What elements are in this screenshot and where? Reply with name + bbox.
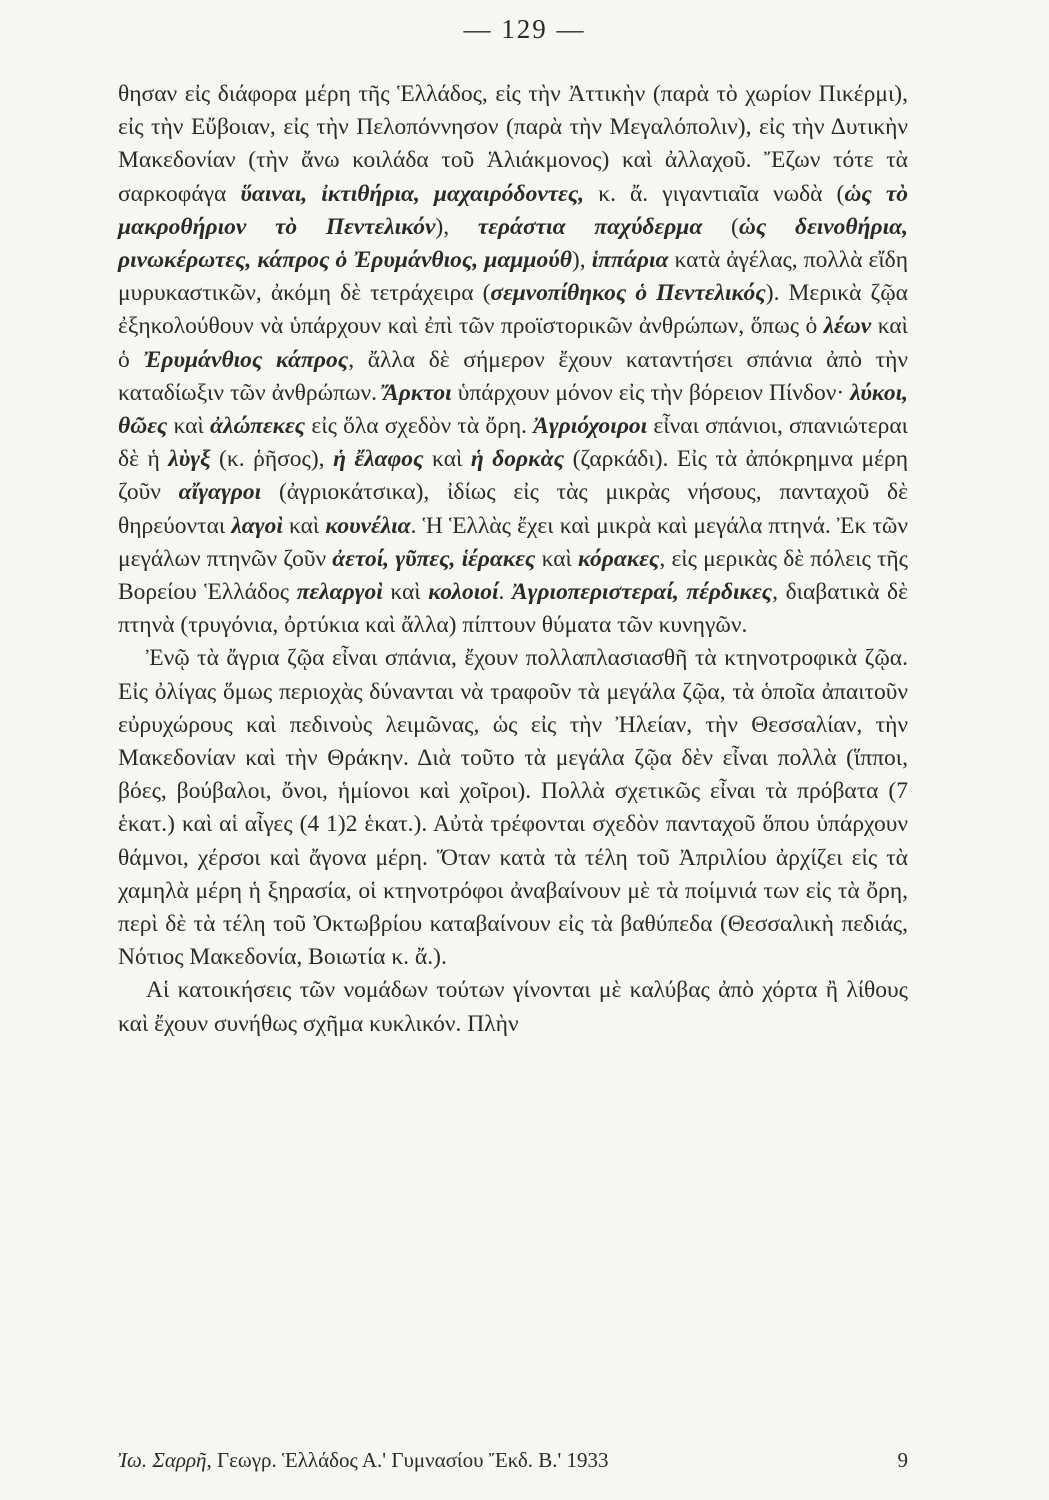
text-run: ), xyxy=(435,213,478,240)
text-run: ( xyxy=(702,213,739,240)
emphasized-term: ἀετοί, γῦπες, ἱέρακες xyxy=(332,545,536,572)
emphasized-term: ὡς δεινοθήρια, ρινωκέρωτες, κάπρος ὁ Ἐρυμάνθιος, μαμμούθ xyxy=(118,213,909,274)
paragraph-1 xyxy=(118,78,908,642)
text-run: . xyxy=(498,579,512,606)
text-run: ), xyxy=(571,247,592,274)
text-run: (κ. ῥῆσος), xyxy=(210,446,334,473)
text-run: (ζαρκάδι). Εἰς τὰ ἀπόκρημνα μέρη ζοῦν xyxy=(118,446,909,506)
text-run: (ἀγριοκάτσικα), ἰδίως εἰς τὰς μικρὰς νήσους, πανταχοῦ δὲ θηρεύονται xyxy=(118,479,908,539)
footer-author: Ἰω. Σαρρῆ xyxy=(118,1448,207,1472)
emphasized-term: λύκοι, θῶες xyxy=(118,379,908,440)
emphasized-term: λὺγξ xyxy=(168,446,211,473)
text-run: κατὰ ἀγέλας, πολλὰ εἴδη μυρυκαστικῶν, ἀκόμη δὲ τετράχειρα ( xyxy=(118,247,908,307)
text-run: ὑπάρχουν μόνον εἰς τὴν βόρειον Πίνδον· xyxy=(451,379,851,406)
text-run: καὶ xyxy=(167,413,211,440)
emphasized-term: ὡς τὸ μακροθήριον τὸ Πεντελικόν xyxy=(118,180,908,240)
emphasized-term: ἡ δορκὰς xyxy=(470,446,565,473)
text-run: . Ἡ Ἑλλὰς ἔχει καὶ μικρὰ καὶ μεγάλα πτηνά. Ἐκ τῶν μεγάλων πτηνῶν ζοῦν xyxy=(118,512,908,572)
emphasized-term: κολοιοί xyxy=(428,579,499,606)
emphasized-term: Ἄρκτοι xyxy=(383,379,452,406)
page-number: — 129 — xyxy=(463,14,586,44)
page-footer xyxy=(118,1448,908,1473)
emphasized-term: Ἐρυμάνθιος κάπρος xyxy=(143,346,349,373)
emphasized-term: Ἀγριοπεριστεραί, πέρδικες xyxy=(511,579,773,606)
text-run: ). Μερικὰ ζῷα ἐξηκολούθουν νὰ ὑπάρχουν καὶ ἐπὶ τῶν προϊστορικῶν ἀνθρώπων, ὅπως ὁ xyxy=(118,280,908,340)
signature-number: 9 xyxy=(897,1448,908,1472)
emphasized-term: Ἀγριόχοιροι xyxy=(533,413,648,440)
paragraph-3 xyxy=(118,974,908,1040)
emphasized-term: ἱππάρια xyxy=(591,247,669,274)
text-run: , εἰς μερικὰς δὲ πόλεις τῆς Βορείου Ἑλλάδος xyxy=(118,545,908,606)
text-run: κ. ἄ. γιγαντιαῖα νωδὰ ( xyxy=(584,180,845,207)
text-run: Αἱ κατοικήσεις τῶν νομάδων τούτων γίνονται μὲ καλύβας ἀπὸ χόρτα ἢ λίθους καὶ ἔχουν συνήθως σχῆμα κυκλικόν. Πλὴν xyxy=(118,977,908,1037)
body-text xyxy=(118,78,908,1041)
text-run: καὶ xyxy=(382,579,429,606)
emphasized-term: πελαργοὶ xyxy=(296,579,383,606)
text-run: καὶ xyxy=(423,446,471,473)
emphasized-term: σεμνοπίθηκος ὁ Πεντελικός xyxy=(490,280,766,307)
emphasized-term: λέων xyxy=(823,313,872,340)
footer-citation xyxy=(118,1448,609,1473)
footer-book: , Γεωγρ. Ἑλλάδος Α.' Γυμνασίου Ἔκδ. Β.' 1933 xyxy=(206,1448,609,1472)
text-run: εἰς ὅλα σχεδὸν τὰ ὄρη. xyxy=(305,413,534,440)
text-run: καὶ ὁ xyxy=(118,313,908,373)
text-run: , διαβατικὰ δὲ πτηνὰ (τρυγόνια, ὀρτύκια καὶ ἄλλα) πίπτουν θύματα τῶν κυνηγῶν. xyxy=(118,579,908,639)
emphasized-term: τεράστια παχύδερμα xyxy=(477,213,703,240)
emphasized-term: ἡ ἔλαφος xyxy=(333,446,424,473)
text-run: καὶ xyxy=(535,545,578,572)
emphasized-term: αἴγαγροι xyxy=(178,479,262,506)
emphasized-term: κουνέλια xyxy=(325,512,411,539)
text-run: Ἐνῷ τὰ ἄγρια ζῷα εἶναι σπάνια, ἔχουν πολλαπλασιασθῆ τὰ κτηνοτροφικὰ ζῷα. Εἰς ὀλίγας ὅμως περιοχὰς δύνανται νὰ τραφοῦν τὰ μεγάλα ζῷα, τὰ ὁποῖα ἀπαιτοῦν εὐρυχώρους καὶ πεδινοὺς λειμῶνας, ὡς εἰς τὴν Ἠλείαν, τὴν Θεσσαλίαν, τὴν Μακεδονίαν καὶ τὴν Θράκην. Διὰ τοῦτο τὰ μεγάλα ζῷα δὲν εἶναι πολλὰ (ἵπποι, βόες, βούβαλοι, ὄνοι, ἡμίονοι καὶ χοῖροι). Πολλὰ σχετικῶς εἶναι τὰ πρόβατα (7 ἑκατ.) καὶ αἱ αἶγες (4 1)2 ἑκατ.). Αὐτὰ τρέφονται σχεδὸν πανταχοῦ ὅπου ὑπάρχουν θάμνοι, χέρσοι καὶ ἄγονα μέρη. Ὅταν κατὰ τὰ τέλη τοῦ Ἀπριλίου ἀρχίζει εἰς τὰ χαμηλὰ μέρη ἡ ξηρασία, οἱ κτηνοτρόφοι ἀναβαίνουν μὲ τὰ ποίμνιά των εἰς τὰ ὄρη, περὶ δὲ τὰ τέλη τοῦ Ὀκτωβρίου καταβαίνουν εἰς τὰ βαθύπεδα (Θεσσαλικὴ πεδιάς, Νότιος Μακεδονία, Βοιωτία κ. ἄ.). xyxy=(118,645,908,971)
text-run: καὶ xyxy=(282,512,326,539)
text-run: , ἄλλα δὲ σήμερον ἔχουν καταντήσει σπάνια ἀπὸ τὴν καταδίωξιν τῶν ἀνθρώπων. xyxy=(118,346,909,406)
emphasized-term: κόρακες xyxy=(577,545,660,572)
text-run: θησαν εἰς διάφορα μέρη τῆς Ἑλλάδος, εἰς τὴν Ἀττικὴν (παρὰ τὸ χωρίον Πικέρμι), εἰς τὴν Εὔβοιαν, εἰς τὴν Πελοπόννησον (παρὰ τὴν Μεγαλόπολιν), εἰς τὴν Δυτικὴν Μακεδονίαν (τὴν ἄνω κοιλάδα τοῦ Ἁλιάκμονος) καὶ ἀλλαχοῦ. Ἔζων τότε τὰ σαρκοφάγα xyxy=(118,81,908,207)
paragraph-2 xyxy=(118,642,908,974)
emphasized-term: ὕαιναι, ἰκτιθήρια, μαχαιρόδοντες, xyxy=(240,180,585,207)
emphasized-term: ἀλώπεκες xyxy=(210,413,306,440)
text-run: εἶναι σπάνιοι, σπανιώτεραι δὲ ἡ xyxy=(118,413,908,473)
emphasized-term: λαγοὶ xyxy=(231,512,283,539)
